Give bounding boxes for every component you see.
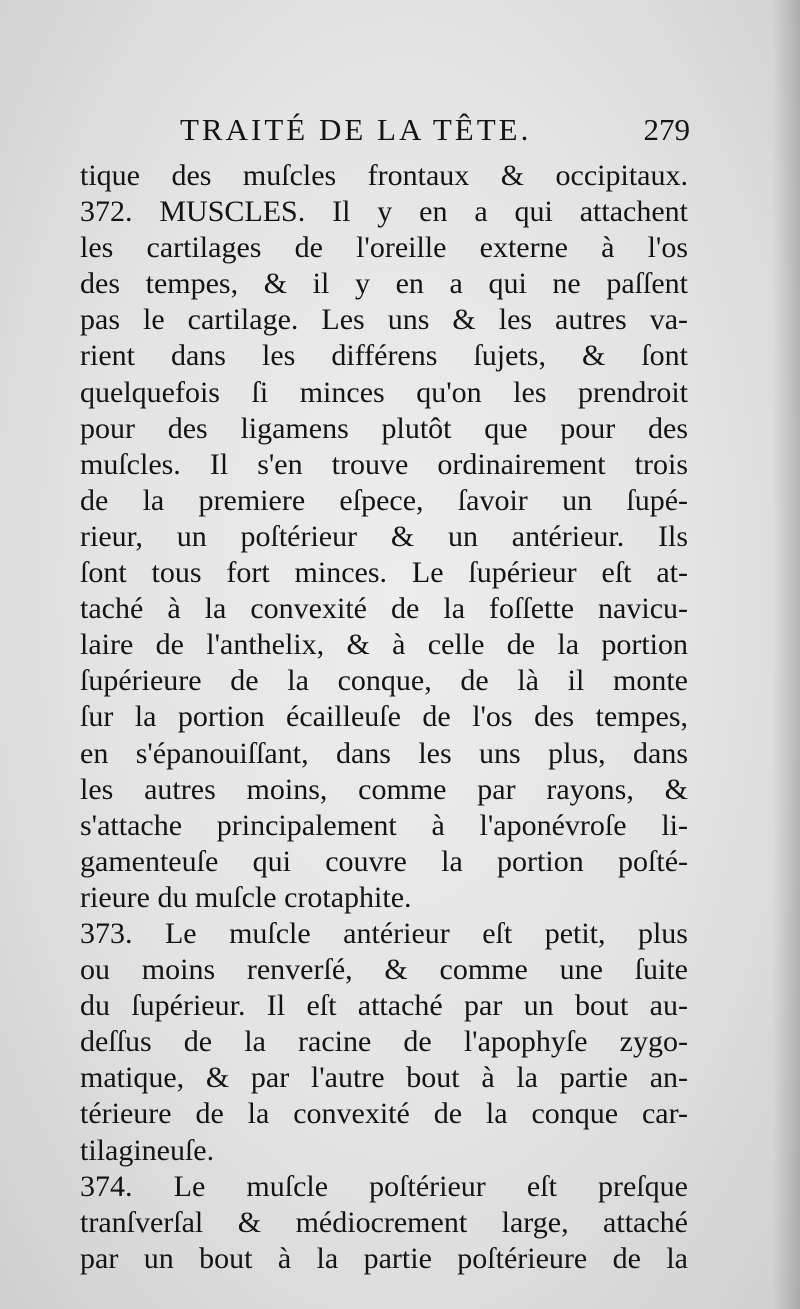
running-head: TRAITÉ DE LA TÊTE. — [180, 112, 532, 147]
text-line: ſupérieure de la conque, de là il monte — [80, 664, 688, 698]
page-number: 279 — [643, 112, 690, 147]
text-line: muſcles. Il s'en trouve ordinairement trois — [80, 447, 688, 481]
text-line: du ſupérieur. Il eſt attaché par un bout au- — [80, 989, 688, 1023]
text-line: par un bout à la partie poſtérieure de la — [80, 1241, 688, 1275]
body-text — [80, 158, 688, 1277]
text-line: pour des ligamens plutôt que pour des — [80, 411, 688, 445]
text-line: tilagineuſe. — [80, 1133, 215, 1167]
text-line: quelquefois ſi minces qu'on les prendroit — [80, 375, 688, 409]
text-line: les autres moins, comme par rayons, & — [80, 772, 688, 806]
text-line: deſſus de la racine de l'apophyſe zygo- — [80, 1025, 688, 1059]
text-line: rieure du muſcle crotaphite. — [80, 880, 412, 914]
text-line: les cartilages de l'oreille externe à l'os — [80, 231, 688, 265]
text-line: ou moins renverſé, & comme une ſuite — [80, 953, 688, 987]
text-line: rient dans les différens ſujets, & ſont — [80, 339, 688, 373]
text-line: gamenteuſe qui couvre la portion poſté- — [80, 844, 688, 878]
text-line: taché à la convexité de la foſſette navicu- — [80, 592, 688, 626]
text-line: 374. Le muſcle poſtérieur eſt preſque — [80, 1169, 688, 1203]
text-line: rieur, un poſtérieur & un antérieur. Ils — [80, 519, 688, 553]
text-line: pas le cartilage. Les uns & les autres va- — [80, 303, 688, 337]
text-line: 372. MUSCLES. Il y en a qui attachent — [80, 195, 688, 229]
text-line: tique des muſcles frontaux & occipitaux. — [80, 159, 688, 192]
text-line: matique, & par l'autre bout à la partie an- — [80, 1061, 688, 1095]
text-line: s'attache principalement à l'aponévroſe li- — [80, 808, 688, 842]
text-line: tranſverſal & médiocrement large, attaché — [80, 1205, 688, 1239]
text-line: 373. Le muſcle antérieur eſt petit, plus — [80, 916, 688, 950]
page-header — [180, 112, 690, 158]
text-line: térieure de la convexité de la conque car- — [80, 1097, 688, 1131]
text-line: en s'épanouiſſant, dans les uns plus, dans — [80, 736, 688, 770]
text-line: ſont tous fort minces. Le ſupérieur eſt at- — [80, 556, 688, 590]
text-line: de la premiere eſpece, ſavoir un ſupé- — [80, 483, 688, 517]
page-edge-shadow — [772, 0, 800, 1309]
text-line: ſur la portion écailleuſe de l'os des tempes, — [80, 700, 688, 734]
text-line: des tempes, & il y en a qui ne paſſent — [80, 267, 688, 301]
text-line: laire de l'anthelix, & à celle de la portion — [80, 628, 688, 662]
